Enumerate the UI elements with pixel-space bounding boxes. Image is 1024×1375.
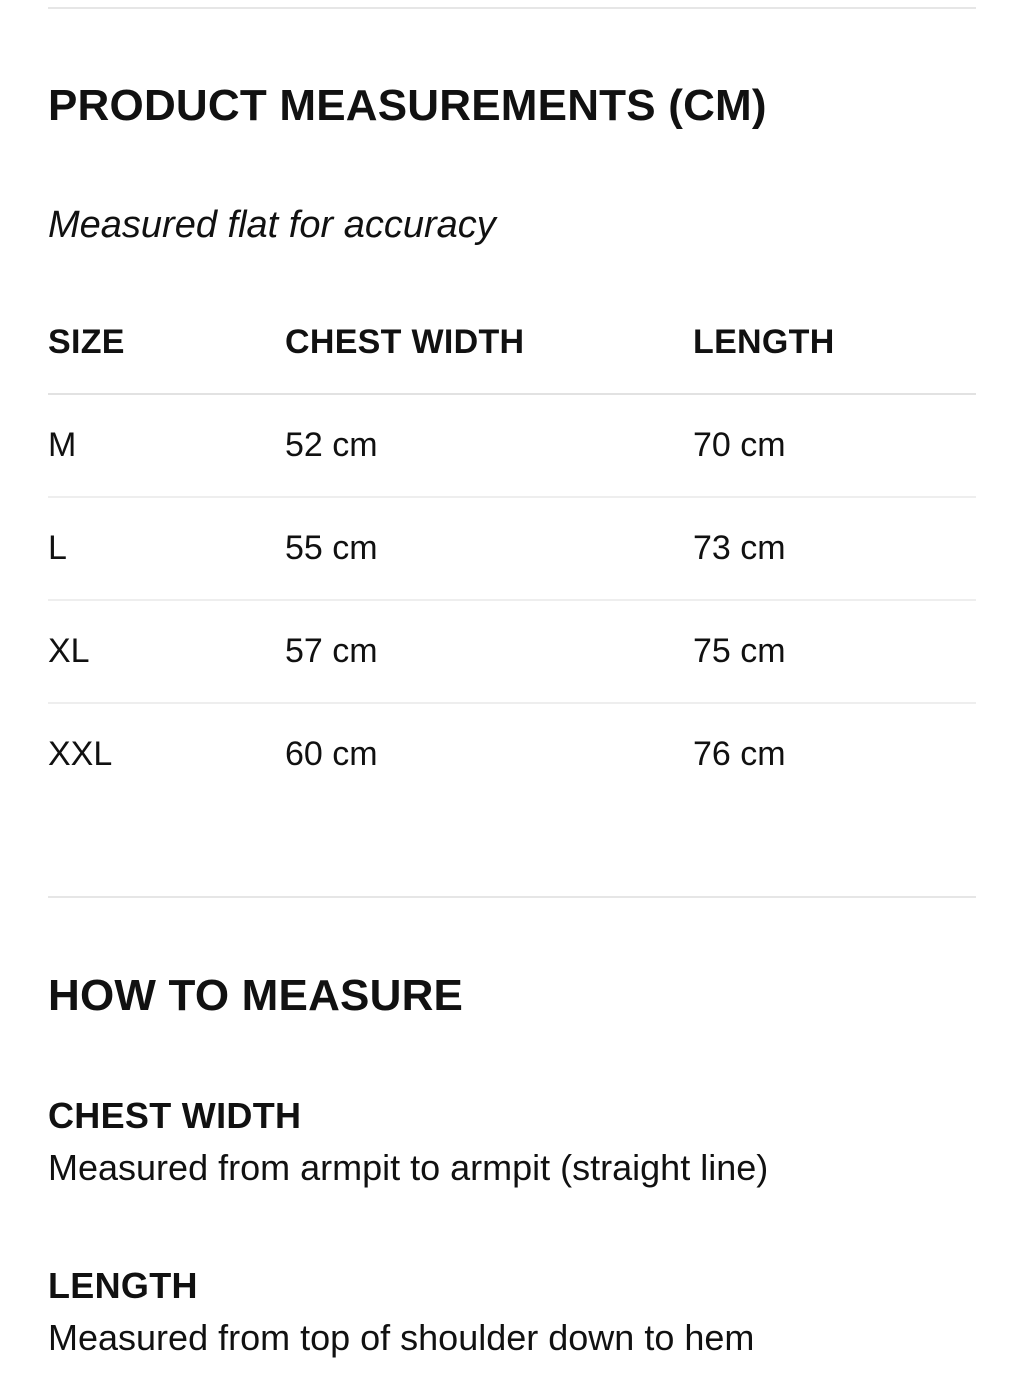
chest-width-cell: 57 cm: [285, 600, 693, 703]
length-cell: 76 cm: [693, 735, 786, 773]
table-row: [48, 394, 976, 497]
size-cell: XXL: [48, 735, 113, 773]
chest-width-cell: 52 cm: [285, 394, 693, 497]
length-label: LENGTH: [48, 1265, 198, 1306]
chest-width-cell: 60 cm: [285, 735, 378, 773]
table-header-row: [48, 292, 976, 394]
top-divider: [48, 7, 976, 9]
section-divider: [48, 896, 976, 898]
how-to-measure-title: HOW TO MEASURE: [48, 971, 464, 1020]
column-header-length: LENGTH: [693, 292, 976, 394]
size-cell: XL: [48, 600, 285, 703]
product-measurements-title: PRODUCT MEASUREMENTS (CM): [48, 81, 767, 130]
length-description: Measured from top of shoulder down to hem: [48, 1317, 755, 1358]
measured-flat-subtitle: Measured flat for accuracy: [48, 204, 496, 246]
size-guide-page: [48, 0, 976, 1375]
length-cell: 75 cm: [693, 600, 976, 703]
size-cell: M: [48, 394, 285, 497]
column-header-chest-width: CHEST WIDTH: [285, 292, 693, 394]
table-row: [48, 600, 976, 703]
chest-width-description: Measured from armpit to armpit (straight line): [48, 1147, 769, 1188]
table-row: [48, 497, 976, 600]
length-cell: 70 cm: [693, 394, 976, 497]
length-cell: 73 cm: [693, 497, 976, 600]
chest-width-label: CHEST WIDTH: [48, 1095, 302, 1136]
size-chart-table: [48, 292, 976, 805]
size-cell: L: [48, 497, 285, 600]
chest-width-cell: 55 cm: [285, 497, 693, 600]
table-row: [48, 703, 976, 805]
column-header-size: SIZE: [48, 292, 285, 394]
